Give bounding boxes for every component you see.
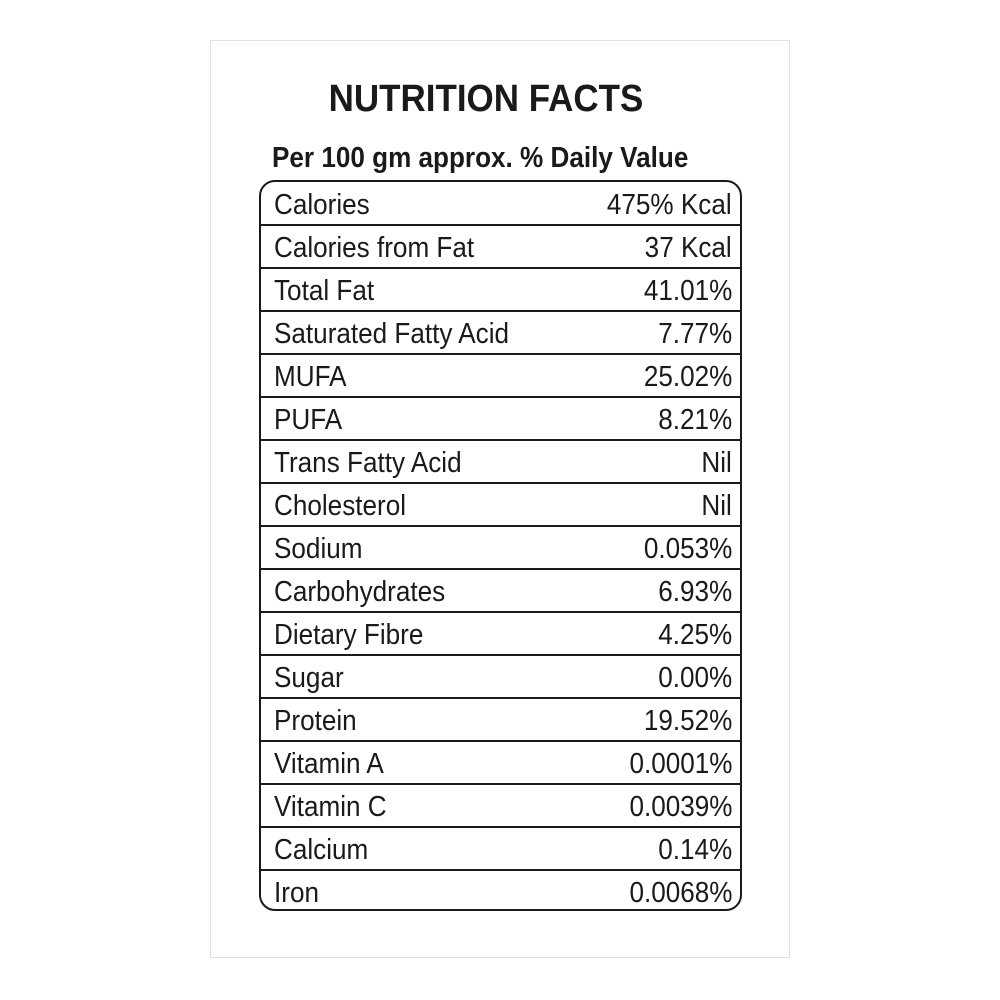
nutrient-value: Nil	[701, 490, 732, 522]
nutrient-name: Sugar	[274, 662, 344, 694]
nutrient-name: Iron	[274, 877, 319, 909]
nutrient-name: Carbohydrates	[274, 576, 446, 608]
nutrient-value: 6.93%	[657, 576, 732, 608]
table-row	[261, 569, 740, 612]
nutrient-value: 0.00%	[657, 662, 732, 694]
table-row	[261, 311, 740, 354]
nutrient-name: Cholesterol	[274, 490, 407, 522]
nutrient-value: 0.053%	[643, 533, 732, 565]
nutrient-name: Total Fat	[274, 275, 375, 307]
row-divider	[261, 654, 740, 656]
nutrient-value: 475% Kcal	[607, 189, 732, 221]
nutrient-name: Dietary Fibre	[274, 619, 424, 651]
page-title: NUTRITION FACTS	[328, 78, 644, 120]
nutrient-value: 25.02%	[643, 361, 732, 393]
nutrient-value: 0.0068%	[628, 877, 732, 909]
table-row	[261, 827, 740, 870]
row-divider	[261, 396, 740, 398]
row-divider	[261, 224, 740, 226]
nutrient-name: Trans Fatty Acid	[274, 447, 462, 479]
table-row	[261, 268, 740, 311]
row-divider	[261, 568, 740, 570]
nutrient-name: Calories	[274, 189, 370, 221]
nutrient-name: Protein	[274, 705, 357, 737]
table-row	[261, 483, 740, 526]
table-row	[261, 526, 740, 569]
nutrient-name: MUFA	[274, 361, 347, 393]
row-divider	[261, 611, 740, 613]
nutrient-value: 7.77%	[657, 318, 732, 350]
table-row	[261, 182, 740, 225]
nutrient-name: Sodium	[274, 533, 363, 565]
serving-subtitle: Per 100 gm approx. % Daily Value	[272, 142, 689, 174]
nutrient-value: 41.01%	[643, 275, 732, 307]
nutrient-value: 37 Kcal	[644, 232, 732, 264]
row-divider	[261, 482, 740, 484]
table-row	[261, 612, 740, 655]
row-divider	[261, 353, 740, 355]
row-divider	[261, 826, 740, 828]
table-row	[261, 741, 740, 784]
nutrient-value: 19.52%	[643, 705, 732, 737]
table-row	[261, 397, 740, 440]
nutrient-value: Nil	[701, 447, 732, 479]
row-divider	[261, 310, 740, 312]
nutrient-value: 4.25%	[657, 619, 732, 651]
row-divider	[261, 783, 740, 785]
nutrient-name: Vitamin C	[274, 791, 387, 823]
row-divider	[261, 525, 740, 527]
table-row	[261, 870, 740, 911]
nutrient-name: Vitamin A	[274, 748, 384, 780]
row-divider	[261, 697, 740, 699]
row-divider	[261, 740, 740, 742]
table-row	[261, 225, 740, 268]
nutrient-value: 8.21%	[657, 404, 732, 436]
table-row	[261, 698, 740, 741]
nutrition-table	[259, 180, 742, 911]
table-row	[261, 354, 740, 397]
nutrient-value: 0.0001%	[628, 748, 732, 780]
table-row	[261, 655, 740, 698]
nutrient-name: PUFA	[274, 404, 343, 436]
row-divider	[261, 439, 740, 441]
row-divider	[261, 869, 740, 871]
nutrient-name: Calcium	[274, 834, 369, 866]
table-row	[261, 784, 740, 827]
table-row	[261, 440, 740, 483]
nutrient-value: 0.14%	[657, 834, 732, 866]
nutrient-name: Calories from Fat	[274, 232, 475, 264]
nutrient-value: 0.0039%	[628, 791, 732, 823]
nutrient-name: Saturated Fatty Acid	[274, 318, 510, 350]
row-divider	[261, 267, 740, 269]
